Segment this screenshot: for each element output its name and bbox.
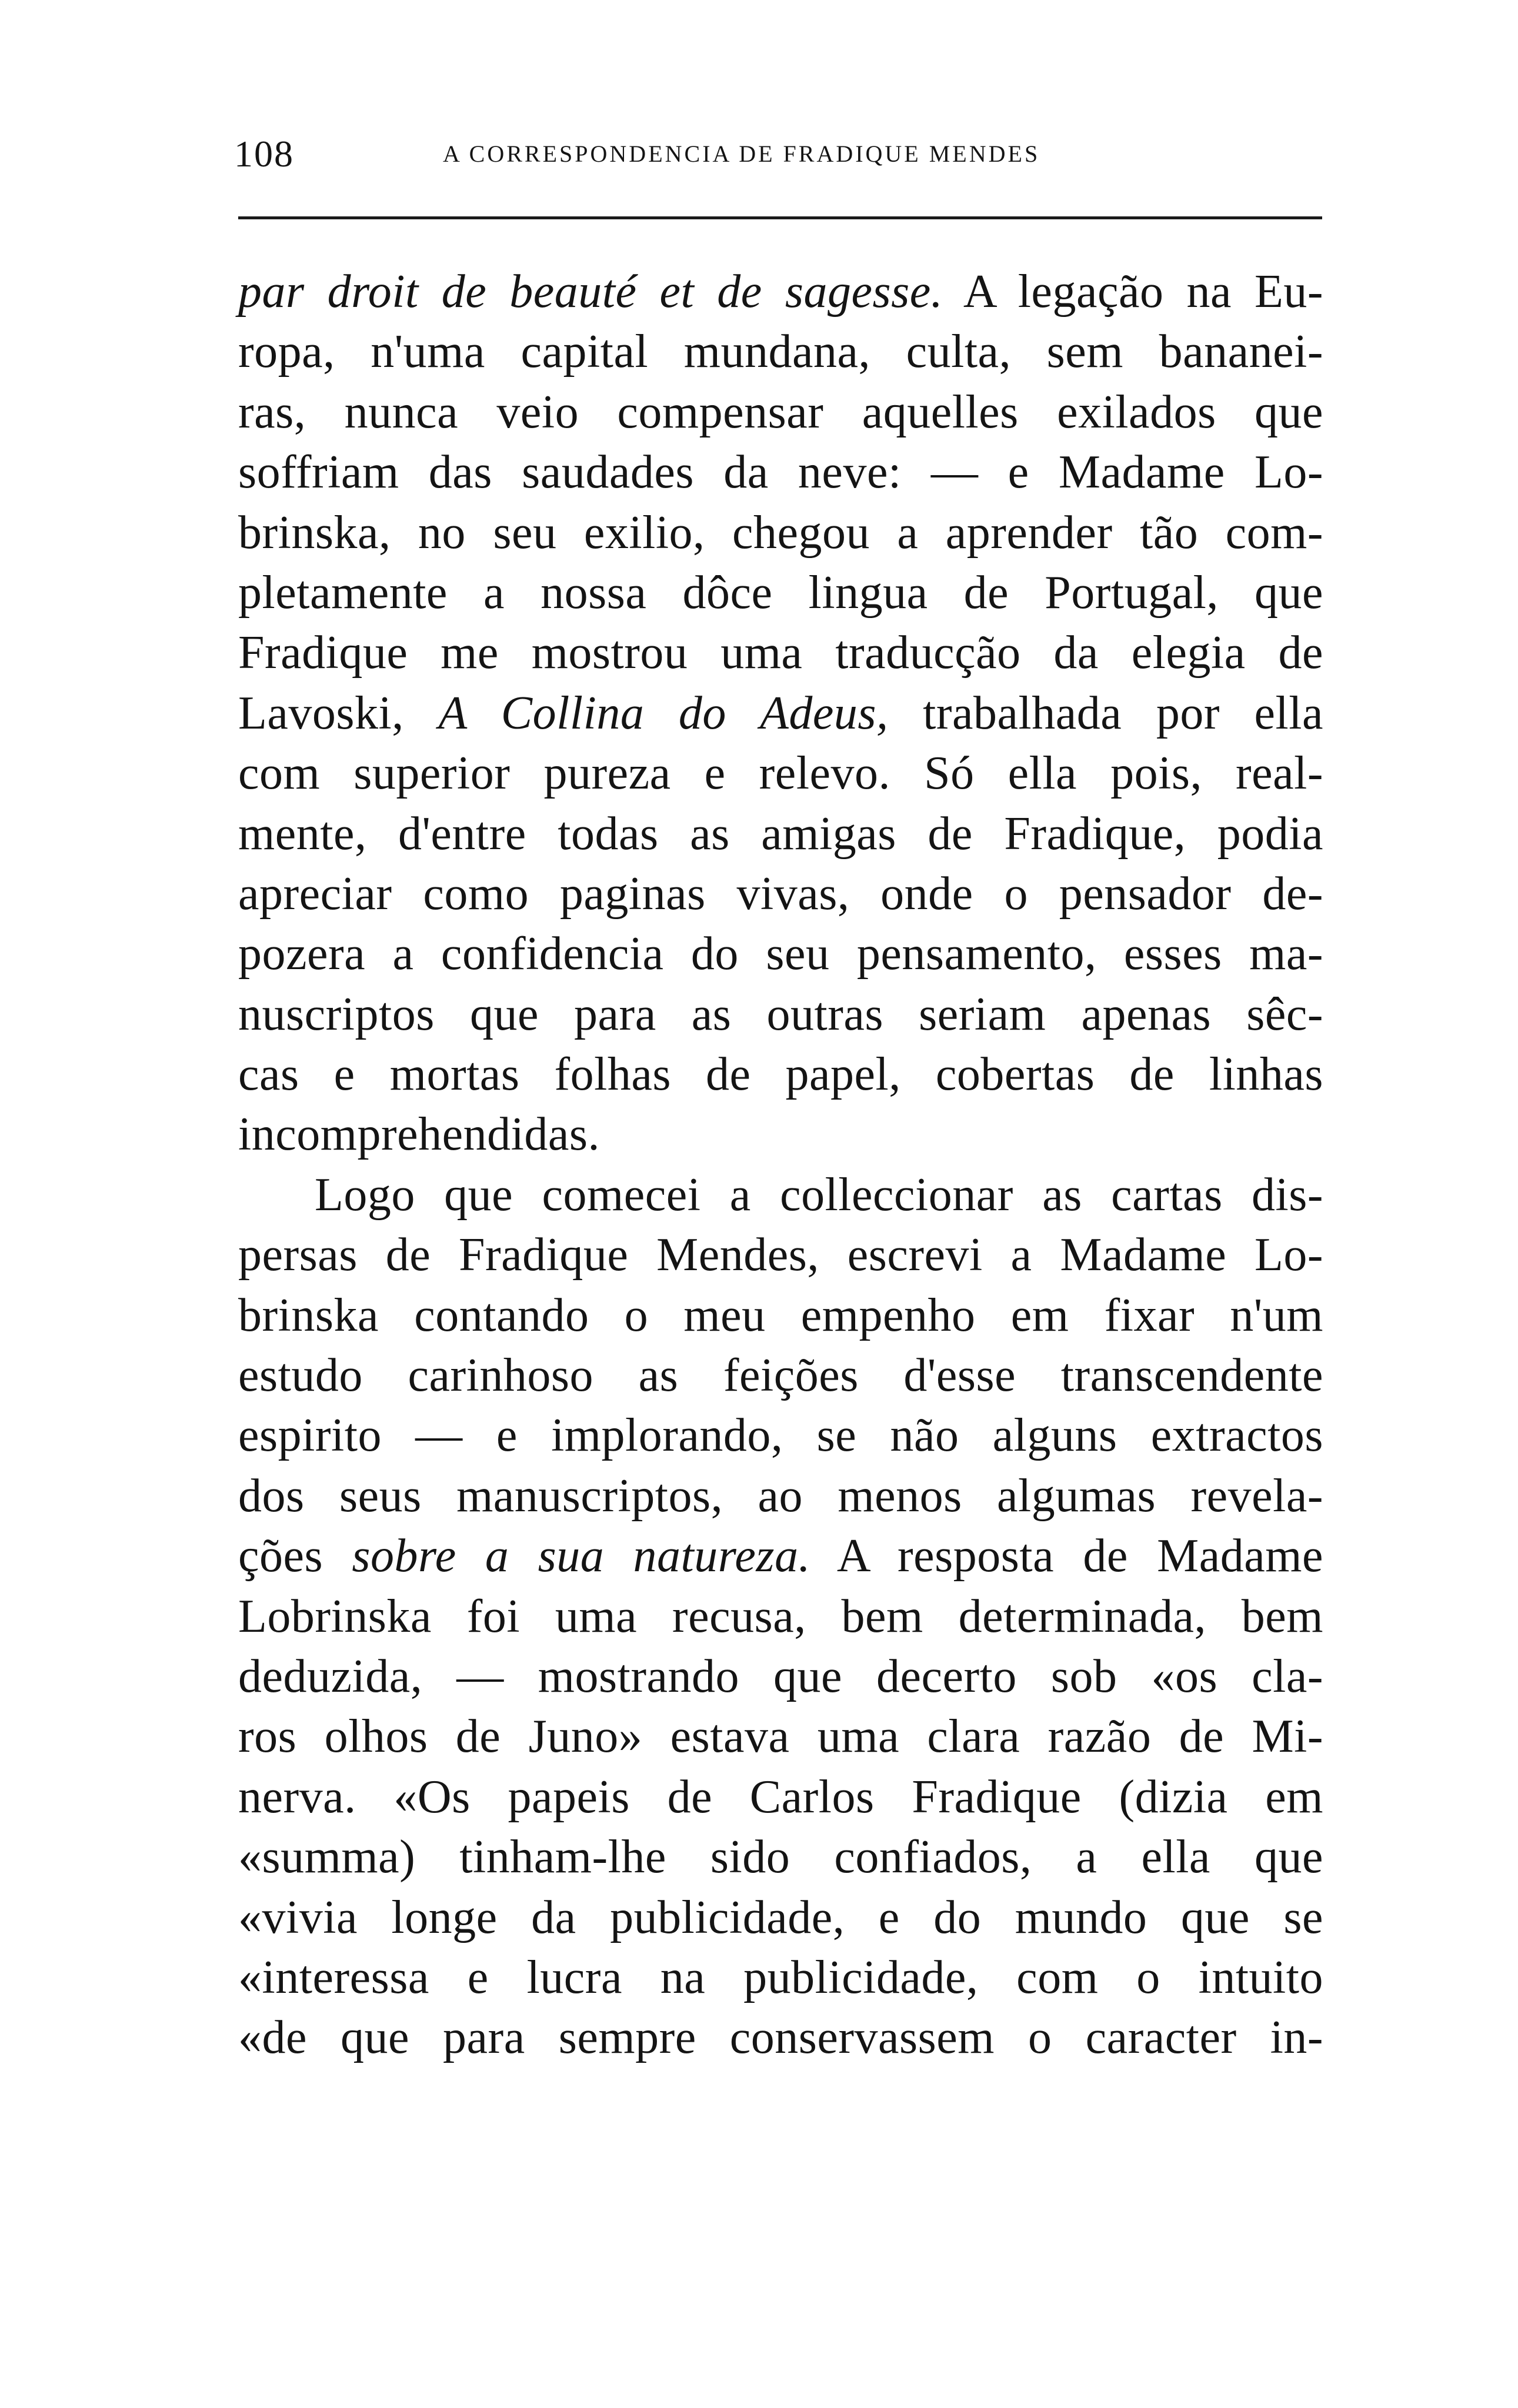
- text-line: pletamente a nossa dôce lingua de Portugal, que: [238, 566, 1323, 619]
- text-line: pozera a confidencia do seu pensamento, esses ma-: [238, 928, 1323, 980]
- header-rule: [238, 216, 1322, 219]
- text-line: nerva. «Os papeis de Carlos Fradique (dizia em: [238, 1771, 1323, 1823]
- text-line: brinska, no seu exilio, chegou a aprender tão com-: [238, 506, 1323, 559]
- page-number: 108: [234, 133, 294, 175]
- text-line: Lobrinska foi uma recusa, bem determinada, bem: [238, 1590, 1323, 1642]
- text-line: estudo carinhoso as feições d'esse transcendente: [238, 1350, 1323, 1402]
- text-line: soffriam das saudades da neve: — e Madame Lo-: [238, 446, 1323, 499]
- text-line: Logo que comecei a colleccionar as cartas dis-: [315, 1168, 1323, 1221]
- text-line: ções sobre a sua natureza. A resposta de Madame: [238, 1530, 1324, 1582]
- paragraph-1: [238, 262, 1323, 1165]
- text-line: «vivia longe da publicidade, e do mundo que se: [238, 1891, 1323, 1943]
- text-line: «de que para sempre conservassem o caracter in-: [238, 2012, 1323, 2064]
- text-line: par droit de beauté et de sagesse. A legação na Eu-: [238, 266, 1324, 318]
- italic-phrase: par droit de beauté et de sagesse.: [238, 266, 943, 318]
- text-line: brinska contando o meu empenho em fixar n'um: [238, 1289, 1323, 1341]
- text-line: «summa) tinham-lhe sido confiados, a ella que: [238, 1831, 1323, 1883]
- text-line: mente, d'entre todas as amigas de Fradique, podia: [238, 807, 1323, 860]
- text-line: cas e mortas folhas de papel, cobertas de linhas: [238, 1048, 1323, 1101]
- italic-title: A Collina do Adeus,: [438, 687, 889, 739]
- text-line: dos seus manuscriptos, ao menos algumas revela-: [238, 1469, 1323, 1522]
- page-header: [234, 131, 1322, 178]
- text-line: nuscriptos que para as outras seriam apenas sêc-: [238, 988, 1323, 1040]
- paragraph-2: [238, 1165, 1323, 2068]
- text-line: persas de Fradique Mendes, escrevi a Madame Lo-: [238, 1229, 1323, 1281]
- text-line: deduzida, — mostrando que decerto sob «os cla-: [238, 1650, 1323, 1702]
- text-line: incomprehendidas.: [238, 1108, 600, 1161]
- text-line: «interessa e lucra na publicidade, com o intuito: [238, 1951, 1323, 2003]
- text-line: com superior pureza e relevo. Só ella pois, real-: [238, 747, 1323, 800]
- body-text: [238, 262, 1323, 2068]
- text-line: apreciar como paginas vivas, onde o pensador de-: [238, 867, 1323, 920]
- text-line: ropa, n'uma capital mundana, culta, sem bananei-: [238, 326, 1323, 378]
- running-title: A CORRESPONDENCIA DE FRADIQUE MENDES: [443, 141, 1040, 167]
- text-line: Fradique me mostrou uma traducção da elegia de: [238, 627, 1323, 679]
- text-line: espirito — e implorando, se não alguns extractos: [238, 1410, 1323, 1462]
- text-line: ros olhos de Juno» estava uma clara razão de Mi-: [238, 1711, 1323, 1763]
- text-line: Lavoski, A Collina do Adeus, trabalhada por ella: [238, 687, 1324, 739]
- text-line: ras, nunca veio compensar aquelles exilados que: [238, 386, 1323, 438]
- italic-phrase: sobre a sua natureza.: [352, 1530, 811, 1582]
